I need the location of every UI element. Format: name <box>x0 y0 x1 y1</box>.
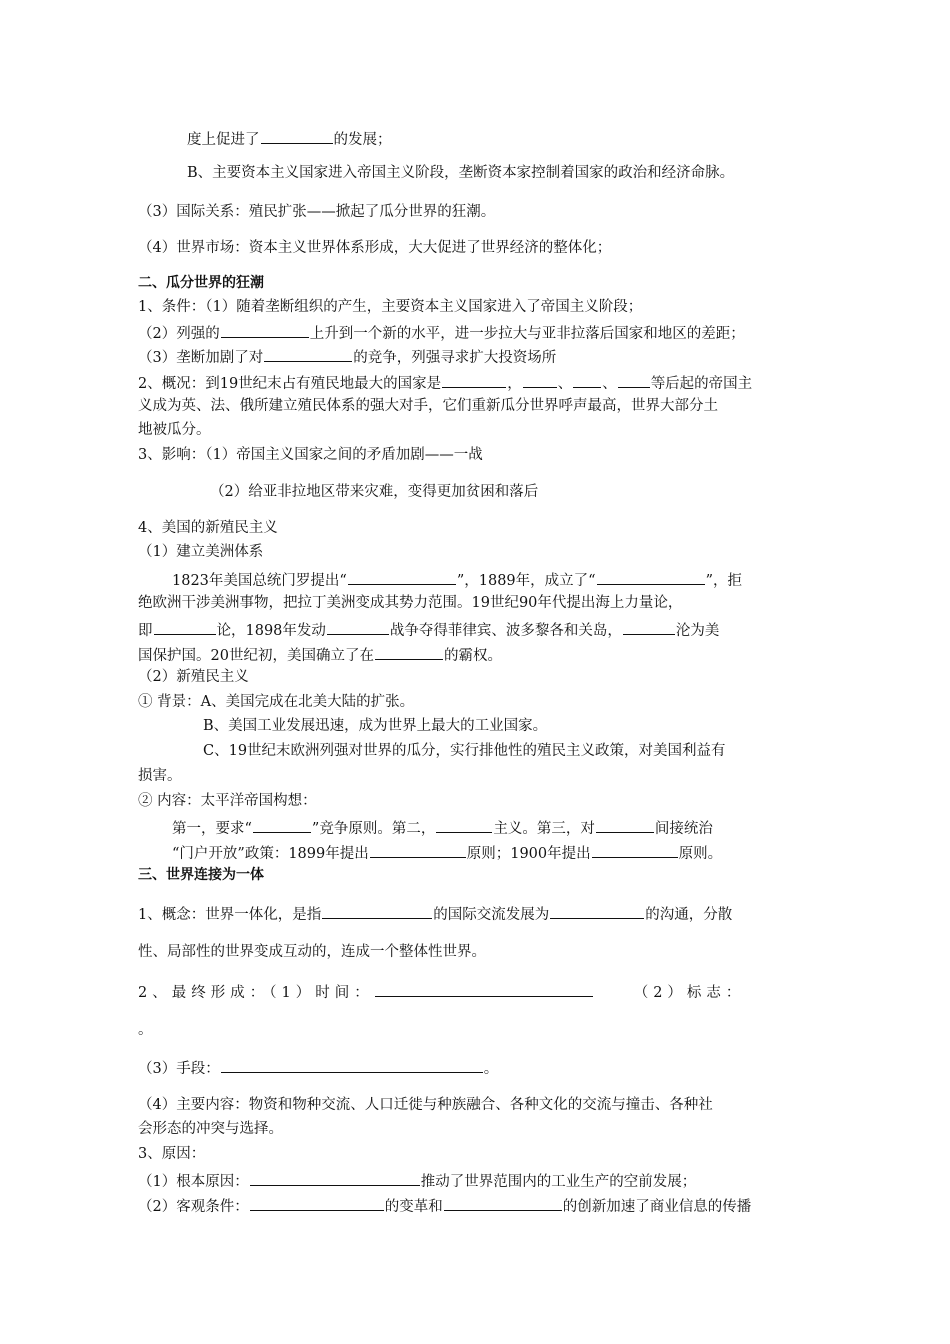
text-line: ② 内容：太平洋帝国构想： <box>138 793 317 809</box>
text-line: C、19世纪末欧洲列强对世界的瓜分，实行排他性的殖民主义政策，对美国利益有 <box>203 743 726 759</box>
text-line: （1）建立美洲体系 <box>138 544 264 560</box>
fill-blank[interactable] <box>444 1195 562 1211</box>
fill-blank[interactable] <box>550 903 644 919</box>
text-line: 损害。 <box>138 768 182 784</box>
text-line: 性、局部性的世界变成互动的，连成一个整体性世界。 <box>138 944 486 960</box>
text-line: “门户开放”政策：1899年提出 原则；1900年提出 原则。 <box>172 842 852 863</box>
text-line: 国保护国。20世纪初，美国确立了在 的霸权。 <box>138 644 818 665</box>
fill-blank[interactable] <box>375 644 443 660</box>
text-line: （3）国际关系：殖民扩张——掀起了瓜分世界的狂潮。 <box>138 204 496 220</box>
text-line: （2）客观条件： 的变革和 的创新加速了商业信息的传播 <box>138 1195 818 1216</box>
text-line: 2、最终形成：（1）时间： （2）标志： <box>138 981 818 1002</box>
text-line: 2、概况：到19世纪末占有殖民地最大的国家是 ， 、 、 等后起的帝国主 <box>138 372 818 393</box>
fill-blank[interactable] <box>327 619 389 635</box>
fill-blank[interactable] <box>221 1057 483 1073</box>
text-line: 度上促进了 的发展； <box>187 128 867 149</box>
text-line: （2）给亚非拉地区带来灾难，变得更加贫困和落后 <box>210 484 539 500</box>
text-line: （2）列强的 上升到一个新的水平，进一步拉大与亚非拉落后国家和地区的差距； <box>138 322 818 343</box>
fill-blank[interactable] <box>597 569 705 585</box>
fill-blank[interactable] <box>348 569 456 585</box>
text-line: （3）手段： 。 <box>138 1057 818 1078</box>
fill-blank[interactable] <box>596 817 654 833</box>
fill-blank[interactable] <box>322 903 432 919</box>
fill-blank[interactable] <box>221 322 309 338</box>
fill-blank[interactable] <box>618 372 650 388</box>
text-line: 义成为英、法、俄所建立殖民体系的强大对手，它们重新瓜分世界呼声最高，世界大部分土 <box>138 398 718 414</box>
section-heading: 二、瓜分世界的狂潮 <box>138 275 264 291</box>
fill-blank[interactable] <box>436 817 492 833</box>
text-line: 会形态的冲突与选择。 <box>138 1121 283 1137</box>
fill-blank[interactable] <box>573 372 601 388</box>
text-line: 3、影响：（1）帝国主义国家之间的矛盾加剧——一战 <box>138 447 483 463</box>
text-line: 1、概念：世界一体化，是指 的国际交流发展为 的沟通，分散 <box>138 903 818 924</box>
fill-blank[interactable] <box>370 842 466 858</box>
text-line: ① 背景：A、美国完成在北美大陆的扩张。 <box>138 694 415 710</box>
text-line: 。 <box>138 1022 153 1038</box>
fill-blank[interactable] <box>154 619 216 635</box>
fill-blank[interactable] <box>264 346 352 362</box>
text-line: （4）主要内容：物资和物种交流、人口迁徙与种族融合、各种文化的交流与撞击、各种社 <box>138 1097 713 1113</box>
text-line: 第一，要求“ ”竞争原则。第二， 主义。第三，对 间接统治 <box>172 817 852 838</box>
text-line: 1823年美国总统门罗提出“ ”，1889年，成立了“ ”，拒 <box>172 569 818 590</box>
fill-blank[interactable] <box>523 372 557 388</box>
fill-blank[interactable] <box>623 619 675 635</box>
text-line: 4、美国的新殖民主义 <box>138 520 278 536</box>
fill-blank[interactable] <box>442 372 506 388</box>
text-line: 绝欧洲干涉美洲事物，把拉丁美洲变成其势力范围。19世纪90年代提出海上力量论， <box>138 595 683 611</box>
text-line: 即 论，1898年发动 战争夺得菲律宾、波多黎各和关岛， 沦为美 <box>138 619 818 640</box>
text-line: （3）垄断加剧了对 的竞争，列强寻求扩大投资场所 <box>138 346 818 367</box>
text-line: （1）根本原因： 推动了世界范围内的工业生产的空前发展； <box>138 1170 818 1191</box>
fill-blank[interactable] <box>261 128 333 144</box>
fill-blank[interactable] <box>592 842 678 858</box>
text-line: B、主要资本主义国家进入帝国主义阶段，垄断资本家控制着国家的政治和经济命脉。 <box>187 165 735 181</box>
fill-blank[interactable] <box>250 1195 384 1211</box>
section-heading: 三、世界连接为一体 <box>138 867 264 883</box>
text-line: 3、原因： <box>138 1146 206 1162</box>
fill-blank[interactable] <box>253 817 311 833</box>
fill-blank[interactable] <box>250 1170 420 1186</box>
text-line: 地被瓜分。 <box>138 422 211 438</box>
fill-blank[interactable] <box>375 981 593 997</box>
text-line: （4）世界市场：资本主义世界体系形成，大大促进了世界经济的整体化； <box>138 240 612 256</box>
text-line: 1、条件：（1）随着垄断组织的产生，主要资本主义国家进入了帝国主义阶段； <box>138 299 643 315</box>
text-line: B、美国工业发展迅速，成为世界上最大的工业国家。 <box>203 718 548 734</box>
text-line: （2）新殖民主义 <box>138 669 249 685</box>
